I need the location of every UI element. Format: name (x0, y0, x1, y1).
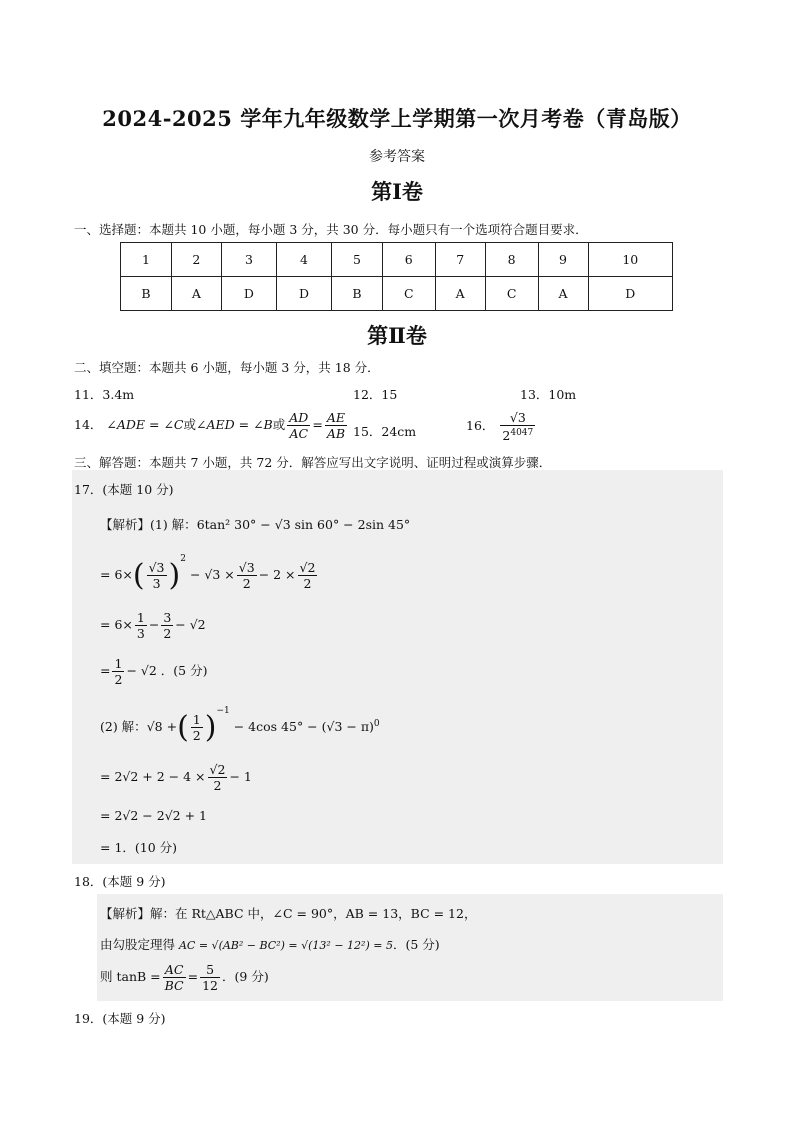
answer-14-numerator-2: AE (325, 410, 347, 426)
answer-table-number-cell: 3 (221, 243, 276, 277)
answer-14-denominator-1: AC (289, 426, 309, 441)
q17-l2-den-2: 2 (242, 576, 251, 591)
answer-14-option-a: ∠ADE = ∠C (106, 417, 184, 432)
answer-table-answer-row (121, 277, 673, 311)
answer-table-answer-cell: A (435, 277, 485, 311)
answer-table-number-cell: 10 (588, 243, 672, 277)
answer-14-option-b: ∠AED = ∠B (196, 417, 273, 432)
q17-l2-num-2: √3 (238, 560, 255, 575)
q17-l6-b: − 1 (229, 769, 252, 784)
answer-table-number-cell: 8 (485, 243, 538, 277)
answer-16 (466, 410, 537, 443)
answer-14-fraction-2 (325, 410, 347, 441)
q18-l3-num-1: AC (163, 962, 186, 978)
answer-table-number-cell: 9 (538, 243, 588, 277)
q17-l4-num: 1 (114, 656, 123, 671)
answer-table-answer-cell: C (485, 277, 538, 311)
answer-table-number-cell: 5 (332, 243, 383, 277)
q17-line-2 (100, 554, 319, 593)
answer-table (120, 242, 673, 311)
answer-table-answer-cell: D (221, 277, 276, 311)
q17-l5-num: 1 (192, 712, 201, 727)
answer-14-denominator-2: AB (326, 426, 346, 441)
q17-l5-exponent-2: 0 (373, 718, 380, 729)
q18-line-3 (100, 962, 269, 993)
answer-table-answer-cell: D (588, 277, 672, 311)
q18-l3-suffix: ．(9 分) (222, 969, 269, 984)
answer-table-answer-cell: C (382, 277, 435, 311)
q18-line-1: 【解析】解：在 Rt△ABC 中，∠C = 90°，AB = 13，BC = 12， (100, 906, 477, 921)
answer-table-number-cell: 2 (171, 243, 221, 277)
answer-16-denominator-exponent: 4047 (510, 428, 534, 438)
q17-line-8: = 1．(10 分) (100, 840, 178, 855)
answer-14-numerator-1: AD (289, 410, 309, 425)
question-17-header: 17．(本题 10 分) (74, 482, 174, 497)
question-18-header: 18．(本题 9 分) (74, 874, 166, 889)
q17-l2-exponent: 2 (180, 554, 186, 564)
section-1-heading: 一、选择题：本题共 10 小题，每小题 3 分，共 30 分．每小题只有一个选项符合题目要求． (74, 222, 588, 237)
answer-14-or-1: 或 (183, 417, 197, 432)
q17-l2-num-1: √3 (148, 560, 165, 575)
q17-l3-den-2: 2 (163, 626, 172, 641)
q17-l2-paren-right: ) (168, 558, 181, 593)
q17-l5-den: 2 (192, 728, 201, 743)
q17-l3-den-1: 3 (136, 626, 145, 641)
q17-l4-den: 2 (114, 672, 123, 687)
q17-l3-c: − √2 (175, 617, 206, 632)
q17-l3-b: − (148, 617, 160, 632)
q17-l3-num-1: 1 (136, 610, 145, 625)
answer-table-number-cell: 6 (382, 243, 435, 277)
q17-l6-a: = 2√2 + 2 − 4 × (100, 769, 206, 784)
q17-l3-frac-2 (161, 610, 173, 641)
answer-table-number-cell: 7 (435, 243, 485, 277)
q17-l2-num-3: √2 (299, 560, 316, 575)
q17-l3-frac-1 (135, 610, 147, 641)
q17-l2-a: = 6× (100, 567, 133, 582)
q18-line-2 (100, 935, 440, 953)
q17-l5-b: − 4cos 45° − (√3 − π) (233, 719, 374, 734)
answer-15: 15．24cm (353, 424, 417, 439)
q17-line-4 (100, 656, 207, 687)
q17-l4-a: = (100, 663, 111, 678)
answer-14-fraction-1 (287, 410, 310, 441)
answer-11: 11．3.4m (74, 387, 135, 402)
q17-line-6 (100, 762, 252, 793)
q18-l3-frac-1 (163, 962, 186, 993)
q17-line-7: = 2√2 − 2√2 + 1 (100, 808, 207, 823)
answer-table-number-row (121, 243, 673, 277)
q18-l3-den-1: BC (164, 978, 184, 993)
document-title: 2024-2025 学年九年级数学上学期第一次月考卷（青岛版） (102, 106, 692, 131)
q17-l6-den: 2 (213, 778, 222, 793)
q17-l5-paren-left: ( (177, 710, 189, 745)
answer-16-fraction (500, 410, 535, 443)
answer-16-denominator (500, 426, 535, 443)
q17-l2-frac-1 (147, 560, 167, 591)
answer-table-number-cell: 1 (121, 243, 172, 277)
section-3-heading: 三、解答题：本题共 7 小题，共 72 分．解答应写出文字说明、证明过程或演算步骤． (74, 455, 552, 470)
q17-l6-frac (208, 762, 228, 793)
answer-table-answer-cell: D (276, 277, 331, 311)
question-19-header: 19．(本题 9 分) (74, 1011, 166, 1026)
q18-l3-prefix: 则 tanB = (100, 969, 161, 984)
answer-table-answer-cell: B (121, 277, 172, 311)
q17-part-1-expression: 6tan² 30° − √3 sin 60° − 2sin 45° (196, 517, 411, 532)
q18-l3-num-2: 5 (200, 962, 220, 978)
q17-l3-a: = 6× (100, 617, 133, 632)
q18-l2-expression: AC = √(AB² − BC²) = √(13² − 12²) = 5 (178, 939, 393, 952)
q17-l5-paren-right: ) (204, 710, 217, 745)
q18-l2-suffix: ．(5 分) (392, 937, 440, 952)
answer-table-answer-cell: A (171, 277, 221, 311)
q18-l2-prefix: 由勾股定理得 (100, 937, 179, 952)
q17-l5-frac (191, 712, 203, 743)
section-2-heading: 二、填空题：本题共 6 小题，每小题 3 分，共 18 分． (74, 360, 380, 375)
q17-part-1-prefix: 【解析】(1) 解： (100, 517, 197, 532)
q17-l2-frac-2 (237, 560, 257, 591)
answer-16-numerator: √3 (500, 410, 535, 426)
answer-14-equals: = (312, 417, 323, 432)
q17-l2-b: − √3 × (189, 567, 235, 582)
q17-l4-frac (112, 656, 124, 687)
q17-l4-b: − √2 ．(5 分) (126, 663, 208, 678)
q17-l2-den-3: 2 (303, 576, 312, 591)
q17-line-3 (100, 610, 206, 641)
q18-l3-equals: = (187, 969, 199, 984)
q17-l5-a: √8 + (146, 719, 178, 734)
answer-table-answer-cell: B (332, 277, 383, 311)
q17-l2-c: − 2 × (258, 567, 296, 582)
answer-table-number-cell: 4 (276, 243, 331, 277)
answer-14-or-2: 或 (272, 417, 286, 432)
answer-13: 13．10m (520, 387, 577, 402)
q18-l3-den-2: 12 (202, 978, 219, 993)
q17-l5-exponent: −1 (216, 706, 230, 716)
volume-2-heading: 第Ⅱ卷 (367, 323, 427, 348)
answer-14-label: 14． (74, 417, 103, 432)
q17-l3-num-2: 3 (163, 610, 172, 625)
answer-12: 12．15 (353, 387, 398, 402)
answer-14 (74, 410, 349, 441)
q17-l2-paren-left: ( (132, 558, 145, 593)
volume-1-heading: 第Ⅰ卷 (371, 179, 423, 204)
answer-table-answer-cell: A (538, 277, 588, 311)
answer-16-denominator-base: 2 (502, 428, 511, 444)
q17-line-5 (100, 706, 380, 745)
q18-l3-frac-2 (200, 962, 220, 993)
q17-l2-frac-3 (298, 560, 318, 591)
q17-part-2-prefix: (2) 解： (100, 719, 147, 734)
q17-l2-den-1: 3 (152, 576, 161, 591)
answer-16-label: 16． (466, 418, 495, 434)
q17-l6-num: √2 (209, 762, 226, 777)
q17-line-1 (100, 515, 410, 533)
document-subtitle: 参考答案 (369, 149, 425, 165)
